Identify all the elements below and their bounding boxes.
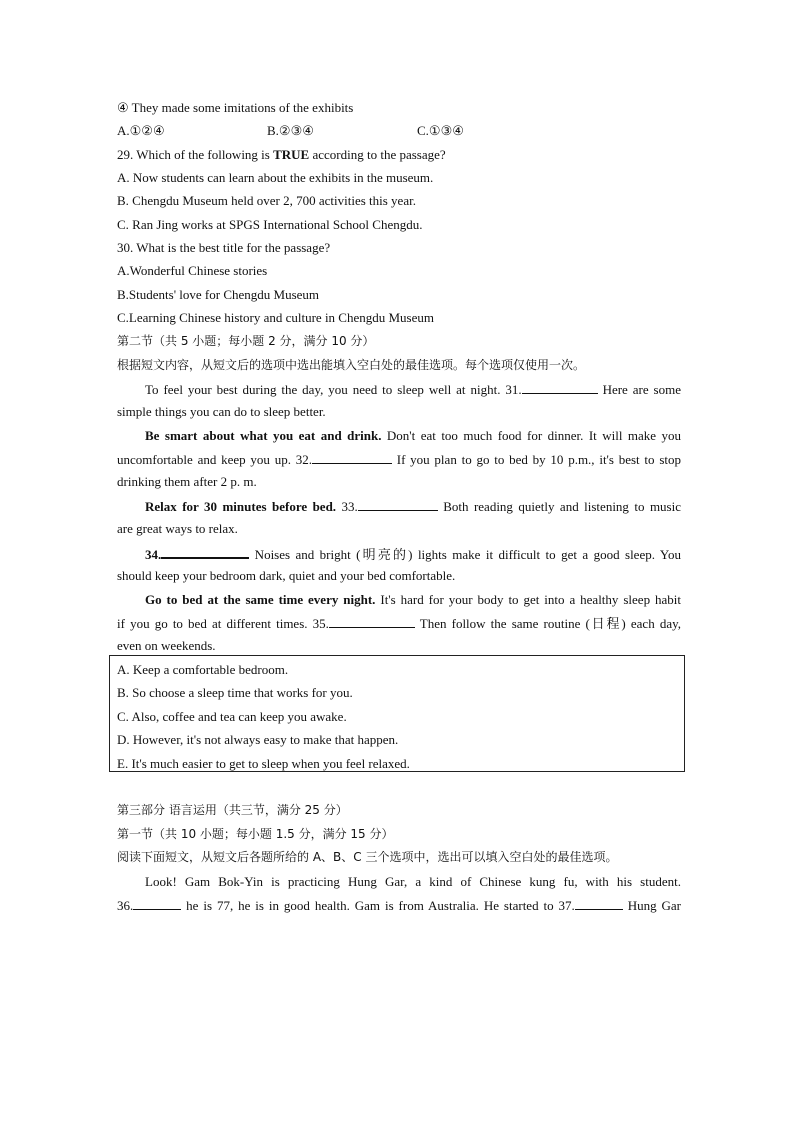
q29-text: 29. Which of the following is (117, 147, 274, 162)
p6-number: 36. (117, 898, 134, 913)
passage-p5-line2 (117, 615, 681, 632)
p5-text-b: if you go to bed at different times. 35. (117, 616, 329, 631)
passage-p1-line2: simple things you can do to sleep better. (117, 404, 326, 419)
section-2-heading: 第二节（共 5 小题；每小题 2 分，满分 10 分） (117, 334, 375, 348)
p2-text-b: uncomfortable and keep you up. 32. (117, 452, 312, 467)
q29-emphasis: TRUE (273, 147, 310, 162)
q28-option-b: B.②③④ (267, 123, 314, 138)
box-option-e: E. It's much easier to get to sleep when you feel relaxed. (117, 756, 410, 771)
box-option-c: C. Also, coffee and tea can keep you awake. (117, 709, 347, 724)
q29-text-end: according to the passage? (309, 147, 446, 162)
passage-p6-line1: Look! Gam Bok-Yin is practicing Hung Gar, a kind of Chinese kung fu, with his student. (145, 874, 681, 889)
blank-33[interactable] (358, 498, 438, 511)
p5-text: It's hard for your body to get into a healthy sleep habit (375, 592, 681, 607)
passage-p6-line2 (117, 897, 681, 914)
p2-heading: Be smart about what you eat and drink. (145, 428, 382, 443)
passage-p2-line3: drinking them after 2 p. m. (117, 474, 257, 489)
p2-text: Don't eat too much food for dinner. It will make you (381, 428, 681, 443)
p4-text: Noises and bright (明亮的) lights make it difficult to get a good sleep. You (249, 547, 681, 562)
box-option-d: D. However, it's not always easy to make that happen. (117, 732, 399, 747)
q28-option-a: A.①②④ (117, 123, 165, 138)
passage-p3-line2: are great ways to relax. (117, 521, 238, 536)
passage-p2-line2 (117, 451, 681, 468)
p3-text-end: Both reading quietly and listening to music (437, 499, 681, 514)
passage-p3-line1 (145, 498, 681, 515)
part-3-instructions: 阅读下面短文，从短文后各题所给的 A、B、C 三个选项中，选出可以填入空白处的最佳选项。 (117, 850, 618, 864)
part-3-heading: 第三部分 语言运用（共三节，满分 25 分） (117, 803, 348, 817)
section-2-instructions: 根据短文内容，从短文后的选项中选出能填入空白处的最佳选项。每个选项仅使用一次。 (117, 358, 586, 372)
blank-37[interactable] (575, 897, 623, 910)
passage-p4-line2: should keep your bedroom dark, quiet and your bed comfortable. (117, 568, 456, 583)
p6-text-end: Hung Gar (622, 898, 681, 913)
q29-option-c: C. Ran Jing works at SPGS International School Chengdu. (117, 217, 423, 232)
p1-text-end: Here are some (597, 382, 681, 397)
p4-number: 34. (145, 547, 162, 562)
passage-p4-line1 (145, 545, 681, 563)
question-29 (117, 147, 446, 163)
p1-text: To feel your best during the day, you need to sleep well at night. 31. (145, 382, 522, 397)
box-option-b: B. So choose a sleep time that works for you. (117, 685, 353, 700)
passage-p5-line1 (145, 592, 681, 608)
passage-p5-line3: even on weekends. (117, 638, 216, 653)
p3-text: 33. (336, 499, 358, 514)
q30-option-a: A.Wonderful Chinese stories (117, 263, 268, 278)
blank-32[interactable] (312, 451, 392, 464)
p5-text-b-end: Then follow the same routine (日程) each day, (414, 616, 681, 631)
q28-option-c: C.①③④ (417, 123, 464, 138)
option-4-line: ④ They made some imitations of the exhibits (117, 100, 354, 115)
blank-31[interactable] (522, 381, 598, 394)
q29-option-b: B. Chengdu Museum held over 2, 700 activities this year. (117, 193, 416, 208)
question-30: 30. What is the best title for the passage? (117, 240, 331, 255)
p6-text: he is 77, he is in good health. Gam is from Australia. He started to 37. (181, 898, 575, 913)
q28-options (117, 123, 517, 139)
p3-heading: Relax for 30 minutes before bed. (145, 499, 337, 514)
p5-heading: Go to bed at the same time every night. (145, 592, 376, 607)
blank-34[interactable] (161, 545, 249, 559)
q29-option-a: A. Now students can learn about the exhibits in the museum. (117, 170, 434, 185)
p2-text-b-end: If you plan to go to bed by 10 p.m., it's best to stop (391, 452, 681, 467)
passage-p2-line1 (145, 428, 681, 444)
q30-option-b: B.Students' love for Chengdu Museum (117, 287, 320, 302)
part-3-section-1-heading: 第一节（共 10 小题；每小题 1.5 分，满分 15 分） (117, 827, 394, 841)
blank-36[interactable] (133, 897, 181, 910)
passage-p1-line1 (145, 381, 681, 398)
box-option-a: A. Keep a comfortable bedroom. (117, 662, 289, 677)
q30-option-c: C.Learning Chinese history and culture in Chengdu Museum (117, 310, 435, 325)
blank-35[interactable] (329, 615, 415, 628)
